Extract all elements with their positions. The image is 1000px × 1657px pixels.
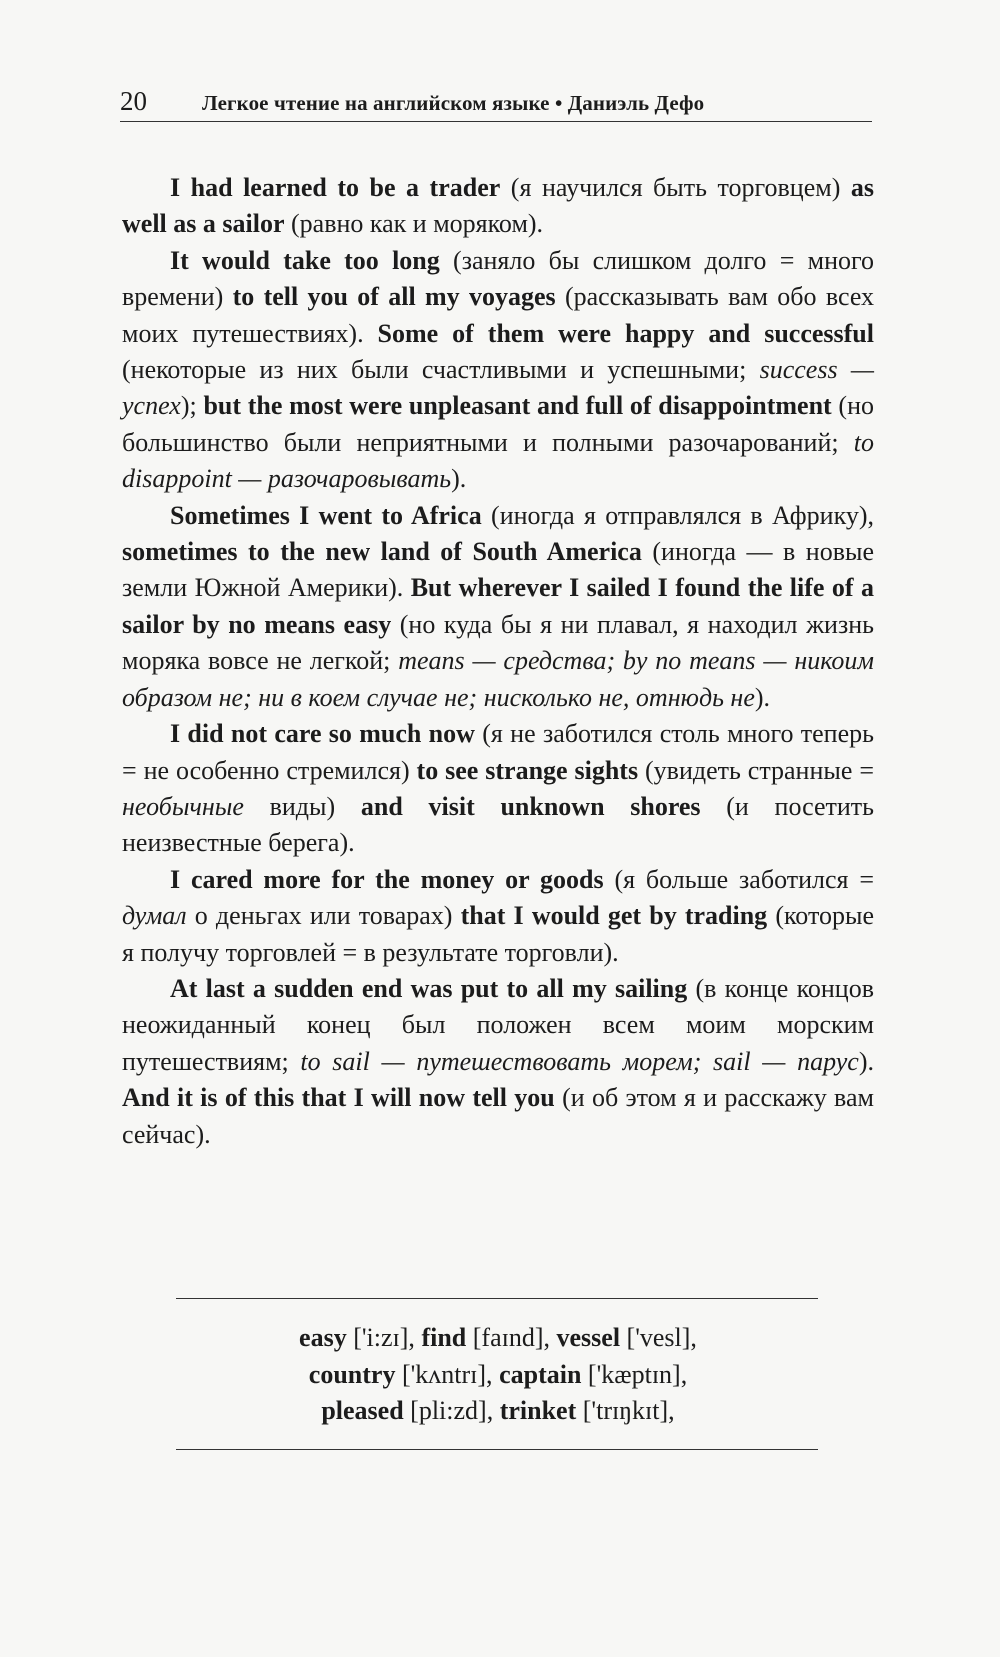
- translation-text: (иногда я отправлялся в Африку),: [481, 500, 874, 530]
- vocabulary-line: [122, 1357, 874, 1394]
- divider-top: [176, 1298, 818, 1299]
- paragraph: [122, 971, 874, 1153]
- translation-text: (я научился быть торговцем): [500, 173, 851, 202]
- english-phrase: country: [308, 1359, 396, 1389]
- translation-text: ['i:zɪ],: [346, 1323, 422, 1352]
- translation-text: ).: [451, 464, 467, 494]
- translation-text: [pli:zd],: [403, 1396, 500, 1425]
- english-phrase: easy: [299, 1323, 347, 1352]
- translation-text: (и об этом я и расскажу вам сейчас).: [122, 1083, 874, 1149]
- english-phrase: to tell you of all my voyages: [232, 282, 556, 312]
- body-text: [122, 170, 874, 1153]
- gloss-note: to sail — путешествовать морем; sail — парус: [300, 1046, 859, 1076]
- translation-text: (но большинство были неприятными и полными разочарований;: [122, 391, 874, 457]
- english-phrase: sometimes to the new land of South America: [122, 537, 642, 567]
- english-phrase: I did not care so much now: [170, 719, 475, 749]
- translation-text: виды): [243, 791, 361, 821]
- english-phrase: vessel: [556, 1323, 621, 1352]
- translation-text: (но куда бы я ни плавал, я находил жизнь моряка вовсе не легкой;: [122, 609, 874, 676]
- translation-text: ).: [754, 682, 771, 712]
- translation-text: );: [180, 391, 204, 421]
- english-phrase: At last a sudden end was put to all my sailing: [170, 973, 688, 1003]
- translation-text: ['vesl],: [620, 1323, 697, 1352]
- vocabulary-box: [122, 1320, 874, 1430]
- vocabulary-line: [122, 1320, 874, 1357]
- english-phrase: Some of them were happy and successful: [377, 318, 874, 348]
- vocabulary-line: [122, 1393, 874, 1430]
- english-phrase: to see strange sights: [416, 755, 639, 785]
- english-phrase: captain: [499, 1359, 582, 1389]
- english-phrase: and visit unknown shores: [360, 791, 701, 821]
- translation-text: [faɪnd],: [466, 1323, 557, 1352]
- gloss-note: means — средства; by no means — никоим образом не; ни в коем случае не; нисколько не, отнюдь не: [122, 646, 874, 712]
- english-phrase: I cared more for the money or goods: [170, 864, 604, 894]
- translation-text: (рассказывать вам обо всех моих путешествиях).: [122, 282, 875, 348]
- translation-text: (заняло бы слишком долго = много времени): [122, 245, 875, 312]
- english-phrase: but the most were unpleasant and full of disappointment: [203, 391, 832, 421]
- english-phrase: as well as a sailor: [122, 173, 875, 239]
- translation-text: ['trɪŋkɪt],: [576, 1396, 675, 1425]
- translation-text: (увидеть странные =: [638, 755, 874, 785]
- english-phrase: But wherever I sailed I found the life of a sailor by no means easy: [122, 573, 874, 639]
- translation-text: (равно как и моряком).: [284, 209, 544, 239]
- translation-text: (и посетить неизвестные берега).: [122, 791, 875, 858]
- translation-text: ['kʌntrɪ],: [395, 1359, 500, 1389]
- running-title: Легкое чтение на английском языке • Даниэль Дефо: [202, 91, 705, 115]
- english-phrase: And it is of this that I will now tell you: [122, 1083, 555, 1113]
- english-phrase: that I would get by trading: [460, 901, 768, 931]
- page-header: [120, 86, 872, 122]
- translation-text: (иногда — в новые земли Южной Америки).: [122, 537, 874, 603]
- english-phrase: find: [421, 1323, 467, 1352]
- gloss-note: думал: [122, 901, 187, 931]
- translation-text: (я не заботился столь много теперь = не особенно стремился): [122, 719, 874, 785]
- translation-text: ['kæptɪn],: [581, 1359, 688, 1389]
- translation-text: ).: [858, 1046, 874, 1076]
- english-phrase: trinket: [499, 1396, 577, 1425]
- translation-text: о деньгах или товарах): [186, 901, 461, 931]
- paragraph: [122, 862, 874, 971]
- page-number: 20: [120, 86, 147, 116]
- paragraph: [122, 243, 874, 498]
- paragraph: [122, 170, 874, 243]
- gloss-note: success — успех: [122, 355, 874, 421]
- translation-text: (я больше заботился =: [603, 864, 874, 894]
- divider-bottom: [176, 1449, 818, 1450]
- english-phrase: Sometimes I went to Africa: [170, 500, 482, 530]
- paragraph: [122, 716, 874, 862]
- gloss-note: необычные: [122, 791, 244, 821]
- english-phrase: pleased: [321, 1396, 404, 1425]
- translation-text: (в конце концов неожиданный конец был положен всем моим морским путешествиям;: [122, 973, 874, 1076]
- translation-text: (которые я получу торговлей = в результате торговли).: [122, 901, 874, 967]
- english-phrase: I had learned to be a trader: [170, 173, 501, 202]
- paragraph: [122, 498, 874, 716]
- gloss-note: to disappoint — разочаровывать: [122, 427, 874, 494]
- translation-text: (некоторые из них были счастливыми и успешными;: [122, 355, 760, 385]
- english-phrase: It would take too long: [170, 245, 440, 275]
